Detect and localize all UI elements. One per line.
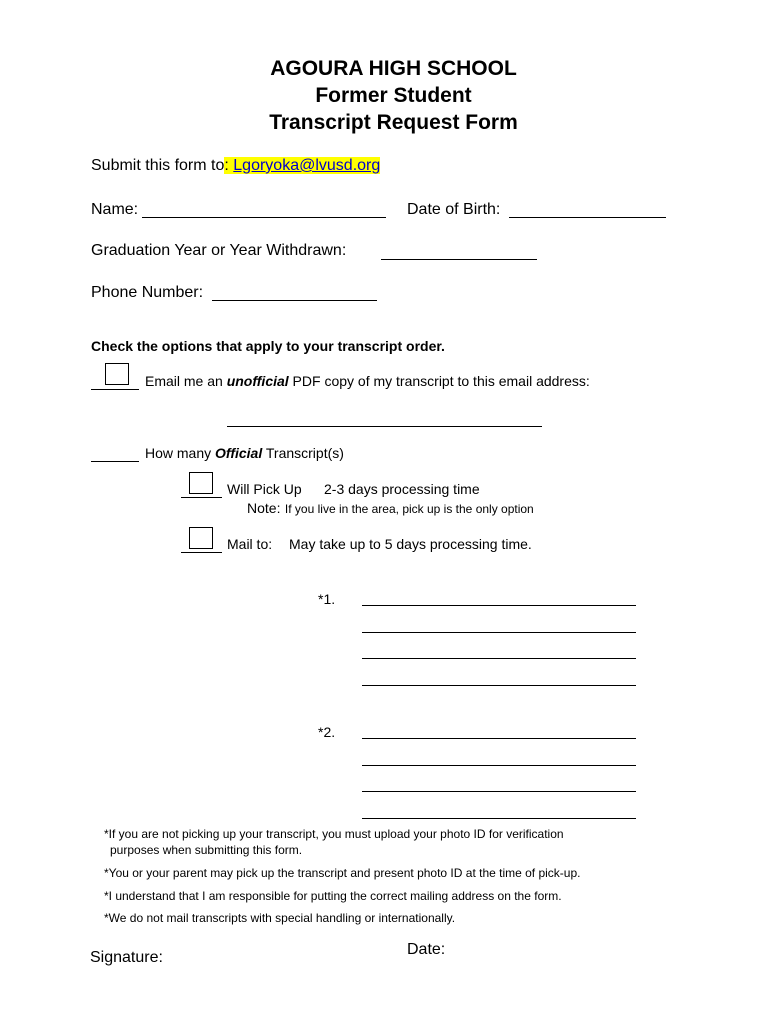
address-1-label: *1. [318, 591, 336, 607]
official-emphasis: Official [215, 445, 263, 461]
pickup-note [247, 500, 534, 518]
name-label: Name: [91, 201, 139, 218]
address-1-line-3[interactable] [362, 658, 636, 659]
pickup-note-text: If you live in the area, pick up is the only option [284, 502, 534, 516]
phone-field-line[interactable] [212, 300, 377, 301]
pickup-label: Will Pick Up [227, 481, 302, 497]
unofficial-emphasis: unofficial [226, 373, 289, 389]
mail-checkbox[interactable] [189, 527, 213, 549]
graduation-field-line[interactable] [381, 259, 537, 260]
unofficial-checkbox[interactable] [105, 363, 129, 385]
dob-field-line[interactable] [509, 217, 666, 218]
address-1-line-2[interactable] [362, 632, 636, 633]
submit-label: Submit this form to [91, 157, 225, 174]
address-2-line-3[interactable] [362, 791, 636, 792]
official-count-line[interactable] [91, 461, 139, 462]
signature-label: Signature: [90, 949, 163, 966]
dob-label: Date of Birth: [407, 201, 501, 218]
pickup-blank-line [181, 497, 222, 498]
form-subtitle: Former Student [315, 84, 472, 107]
note-no-special-mail: *We do not mail transcripts with special handling or internationally. [104, 911, 456, 925]
note-photo-id: *If you are not picking up your transcript, you must upload your photo ID for verification [104, 827, 564, 841]
pickup-time: 2-3 days processing time [324, 481, 480, 497]
pickup-checkbox[interactable] [189, 472, 213, 494]
graduation-label: Graduation Year or Year Withdrawn: [91, 242, 347, 259]
name-field-line[interactable] [142, 217, 386, 218]
submit-email-link[interactable]: Lgoryoka@lvusd.org [233, 157, 381, 174]
unofficial-pre: Email me an [145, 373, 227, 389]
address-2-line-4[interactable] [362, 818, 636, 819]
unofficial-option-text [145, 373, 590, 389]
official-pre: How many [145, 445, 216, 461]
unofficial-post: PDF copy of my transcript to this email address: [288, 373, 590, 389]
pickup-note-label: Note: [247, 500, 281, 516]
address-2-label: *2. [318, 724, 336, 740]
school-name: AGOURA HIGH SCHOOL [270, 57, 517, 80]
address-2-line-1[interactable] [362, 738, 636, 739]
form-title: Transcript Request Form [269, 111, 518, 134]
mail-time: May take up to 5 days processing time. [289, 536, 532, 552]
unofficial-blank-line [91, 389, 139, 390]
phone-label: Phone Number: [91, 284, 204, 301]
note-photo-id-cont: purposes when submitting this form. [110, 843, 303, 857]
options-heading: Check the options that apply to your transcript order. [91, 338, 445, 354]
unofficial-email-line[interactable] [227, 426, 542, 427]
mail-blank-line [181, 552, 222, 553]
official-post: Transcript(s) [262, 445, 344, 461]
note-parent-pickup: *You or your parent may pick up the transcript and present photo ID at the time of pick-up. [104, 866, 581, 880]
mail-label: Mail to: [227, 536, 273, 552]
note-address-responsibility: *I understand that I am responsible for putting the correct mailing address on the form. [104, 889, 562, 903]
submit-line [91, 157, 380, 175]
official-option-text [145, 445, 344, 461]
address-1-line-1[interactable] [362, 605, 636, 606]
date-label: Date: [407, 941, 446, 958]
address-1-line-4[interactable] [362, 685, 636, 686]
address-2-line-2[interactable] [362, 765, 636, 766]
submit-colon: : [224, 157, 229, 174]
